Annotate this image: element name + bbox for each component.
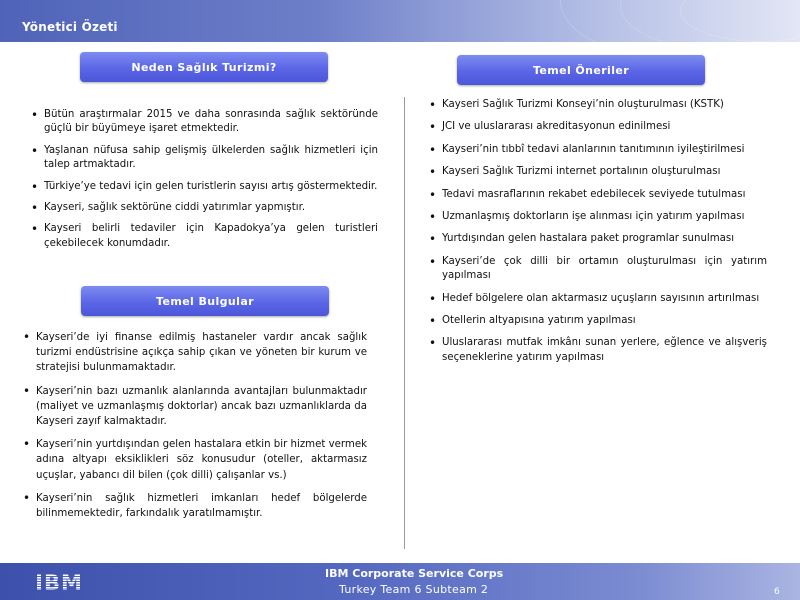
- page-number: 6: [774, 587, 780, 597]
- list-item: • Türkiye’ye tedavi için gelen turistlerin sayısı artış göstermektedir.: [30, 180, 378, 194]
- list-item: • Kayseri Sağlık Turizmi Konseyi’nin oluşturulması (KSTK): [428, 98, 767, 112]
- list-item: • Kayseri’nin yurtdışından gelen hastalara etkin bir hizmet vermek adına altyapı eksiklikleri söz konusudur (oteller, aktarmasız uçuşlar, yabancı dil bilen (çok dilli) çalışanlar vs.): [22, 437, 367, 483]
- recommendations-list: [428, 98, 767, 373]
- list-item: • Kayseri’nin tıbbî tedavi alanlarının tanıtımının iyileştirilmesi: [428, 143, 767, 157]
- page-title: Yönetici Özeti: [22, 20, 118, 34]
- footer-team: Turkey Team 6 Subteam 2: [339, 583, 489, 596]
- list-item: • Uluslararası mutfak imkânı sunan yerlere, eğlence ve alışveriş seçeneklerine yatırım yapılması: [428, 336, 767, 365]
- key-findings-heading: Temel Bulgular: [81, 286, 329, 316]
- why-health-tourism-heading: Neden Sağlık Turizmi?: [80, 52, 328, 82]
- list-item: • Uzmanlaşmış doktorların işe alınması için yatırım yapılması: [428, 210, 767, 224]
- list-item: • JCI ve uluslararası akreditasyonun edinilmesi: [428, 120, 767, 134]
- list-item: • Kayseri belirli tedaviler için Kapadokya’ya gelen turistleri çekebilecek konumdadır.: [30, 222, 378, 251]
- list-item: • Kayseri, sağlık sektörüne ciddi yatırımlar yapmıştır.: [30, 201, 378, 215]
- key-recommendations-heading: Temel Öneriler: [457, 55, 705, 85]
- list-item: • Bütün araştırmalar 2015 ve daha sonrasında sağlık sektöründe güçlü bir büyümeye işaret etmektedir.: [30, 108, 378, 137]
- list-item: • Kayseri Sağlık Turizmi internet portalının oluşturulması: [428, 165, 767, 179]
- findings-list: [22, 330, 367, 529]
- list-item: • Yaşlanan nüfusa sahip gelişmiş ülkelerden sağlık hizmetleri için talep artmaktadır.: [30, 144, 378, 173]
- list-item: • Kayseri’de çok dilli bir ortamın oluşturulması için yatırım yapılması: [428, 255, 767, 284]
- list-item: • Kayseri’de iyi finanse edilmiş hastaneler vardır ancak sağlık turizmi endüstrisine açıkça sahip çıkan ve yöneten bir kurum ve stratejisi bulunmamaktadır.: [22, 330, 367, 376]
- list-item: • Hedef bölgelere olan aktarmasız uçuşların sayısının artırılması: [428, 292, 767, 306]
- list-item: • Kayseri’nin sağlık hizmetleri imkanları hedef bölgelerde bilinmemektedir, farkındalık yaratılmamıştır.: [22, 491, 367, 521]
- column-divider: [404, 97, 405, 549]
- why-list: [30, 108, 378, 258]
- footer-org: IBM Corporate Service Corps: [325, 567, 504, 580]
- ibm-logo: [22, 572, 96, 592]
- list-item: • Kayseri’nin bazı uzmanlık alanlarında avantajları bulunmaktadır (maliyet ve uzmanlaşmış doktorlar) ancak bazı uzmanlıklarda da Kayseri zayıf kalmaktadır.: [22, 384, 367, 430]
- list-item: • Tedavi masraflarının rekabet edebilecek seviyede tutulması: [428, 188, 767, 202]
- list-item: • Otellerin altyapısına yatırım yapılması: [428, 314, 767, 328]
- list-item: • Yurtdışından gelen hastalara paket programlar sunulması: [428, 232, 767, 246]
- footer-bar: [0, 563, 800, 600]
- title-bar: [0, 0, 800, 42]
